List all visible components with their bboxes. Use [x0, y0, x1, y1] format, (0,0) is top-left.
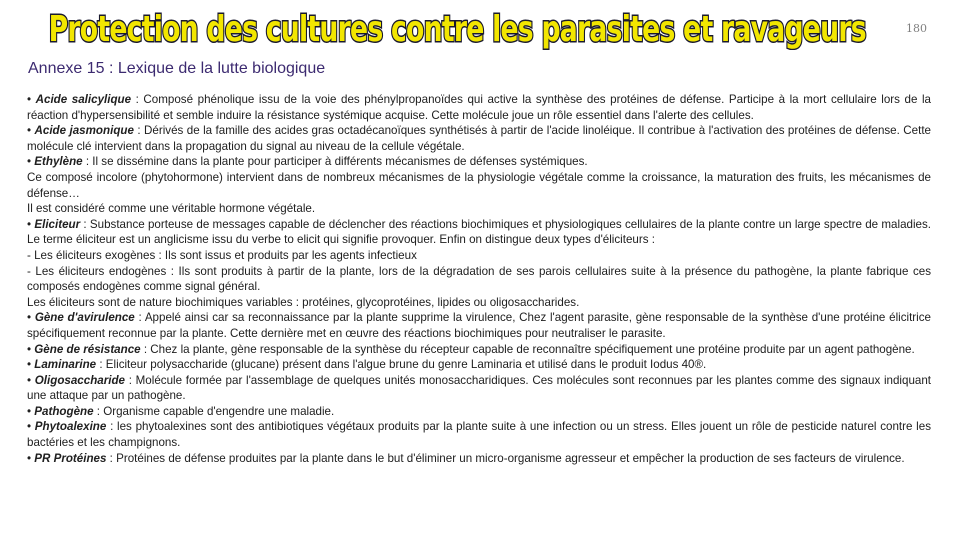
- entry-definition: : Il se dissémine dans la plante pour participer à différents mécanismes de défenses systémiques.: [82, 155, 588, 169]
- glossary-body: [27, 92, 931, 466]
- glossary-entry: [27, 451, 931, 467]
- bullet: •: [27, 420, 35, 434]
- paragraph-text: - Les éliciteurs endogènes : Ils sont produits à partir de la plante, lors de la dégradation de ses parois cellulaires suite à la présence du pathogène, la plante fabrique ces composés endogènes comme signal général.: [27, 264, 931, 294]
- glossary-entry: [27, 419, 931, 450]
- bullet: •: [27, 93, 36, 106]
- page-number: 180: [906, 22, 927, 35]
- glossary-entry: [27, 310, 931, 341]
- glossary-paragraph: [27, 264, 931, 295]
- glossary-paragraph: [27, 295, 931, 311]
- entry-definition: : Protéines de défense produites par la plante dans le but d'éliminer un micro-organisme agresseur et empêcher la production de ses facteurs de virulence.: [106, 451, 905, 465]
- glossary-entry: [27, 154, 931, 170]
- paragraph-text: - Les éliciteurs exogènes : Ils sont issus et produits par les agents infectieux: [27, 248, 417, 262]
- bullet: •: [27, 451, 35, 465]
- entry-term: Acide salicylique: [35, 93, 132, 106]
- paragraph-text: Il est considéré comme une véritable hormone végétale.: [27, 202, 316, 216]
- bullet: •: [27, 358, 35, 372]
- entry-term: Gène de résistance: [34, 342, 141, 356]
- bullet: •: [27, 311, 35, 325]
- bullet: •: [27, 155, 35, 169]
- entry-term: Pathogène: [34, 404, 94, 418]
- glossary-entry: [27, 357, 931, 373]
- entry-definition: : Substance porteuse de messages capable de déclencher des réactions biochimiques et physiologiques cellulaires de la plante contre un large spectre de maladies. Le terme éliciteur est un anglicisme issu du verbe to elicit qui signifie provoquer. Enfin on distingue deux types d'éliciteurs :: [27, 217, 932, 247]
- bullet: •: [27, 373, 35, 387]
- entry-definition: : Composé phénolique issu de la voie des phénylpropanoïdes qui active la synthèse des protéines de défense. Participe à la mort cellulaire lors de la réaction d'hypersensibilité et semble induire la résistance systémique acquise. Cette molécule joue un rôle essentiel dans l'alerte des cellules.: [27, 93, 932, 122]
- entry-term: Phytoalexine: [34, 420, 107, 434]
- glossary-entry: [27, 373, 931, 404]
- paragraph-text: Ce composé incolore (phytohormone) intervient dans de nombreux mécanismes de la physiologie végétale comme la croissance, la maturation des fruits, les mécanismes de défense…: [27, 170, 931, 200]
- glossary-paragraph: [27, 170, 931, 201]
- bullet: •: [27, 404, 35, 418]
- glossary-entry: [27, 123, 931, 154]
- glossary-entry: [27, 404, 931, 420]
- glossary-entry: [27, 217, 931, 248]
- entry-term: Laminarine: [34, 358, 97, 372]
- entry-definition: : Eliciteur polysaccharide (glucane) présent dans l'algue brune du genre Laminaria et utilisé dans le produit Iodus 40®.: [96, 358, 707, 372]
- entry-definition: : Organisme capable d'engendre une maladie.: [93, 404, 335, 418]
- entry-definition: : Appelé ainsi car sa reconnaissance par la plante supprime la virulence, Chez l'agent parasite, gène responsable de la synthèse d'une protéine élicitrice spécifiquement reconnue par la plante. Cette dernière met en œuvre des réactions biochimiques pour neutraliser le parasite.: [27, 311, 931, 340]
- entry-term: PR Protéines: [34, 451, 107, 465]
- entry-term: Acide jasmonique: [34, 124, 134, 138]
- entry-definition: : les phytoalexines sont des antibiotiques végétaux produits par la plante suite à une infection ou un stress. Elles jouent un rôle de pesticide naturel contre les bactéries et les champignons.: [27, 420, 931, 450]
- entry-definition: : Chez la plante, gène responsable de la synthèse du récepteur capable de reconnaître spécifiquement une protéine produite par un agent pathogène.: [140, 342, 915, 356]
- entry-term: Oligosaccharide: [34, 373, 125, 387]
- entry-term: Gène d'avirulence: [34, 311, 135, 325]
- glossary-paragraph: [27, 248, 931, 264]
- page-subtitle: Annexe 15 : Lexique de la lutte biologique: [28, 60, 326, 77]
- glossary-entry: [27, 342, 931, 358]
- bullet: •: [27, 217, 35, 231]
- entry-term: Ethylène: [34, 155, 83, 169]
- glossary-entry: [27, 92, 931, 123]
- paragraph-text: Les éliciteurs sont de nature biochimiques variables : protéines, glycoprotéines, lipides ou oligosaccharides.: [27, 295, 580, 309]
- entry-term: Eliciteur: [34, 217, 81, 231]
- entry-definition: : Dérivés de la famille des acides gras octadécanoïques synthétisés à partir de l'acide linoléique. Il contribue à l'activation des protéines de défense. Cette molécule clé intervient dans la propagation du signal au niveau de la cellule végétale.: [27, 124, 931, 153]
- banner-title: [48, 4, 866, 54]
- glossary-paragraph: [27, 201, 931, 217]
- banner-title-text: Protection des cultures contre les parasites et ravageurs: [48, 8, 866, 50]
- entry-definition: : Molécule formée par l'assemblage de quelques unités monosaccharidiques. Ces molécules sont reconnues par les plantes comme des signaux indiquant une attaque par un pathogène.: [27, 373, 932, 403]
- bullet: •: [27, 124, 35, 138]
- bullet: •: [27, 342, 35, 356]
